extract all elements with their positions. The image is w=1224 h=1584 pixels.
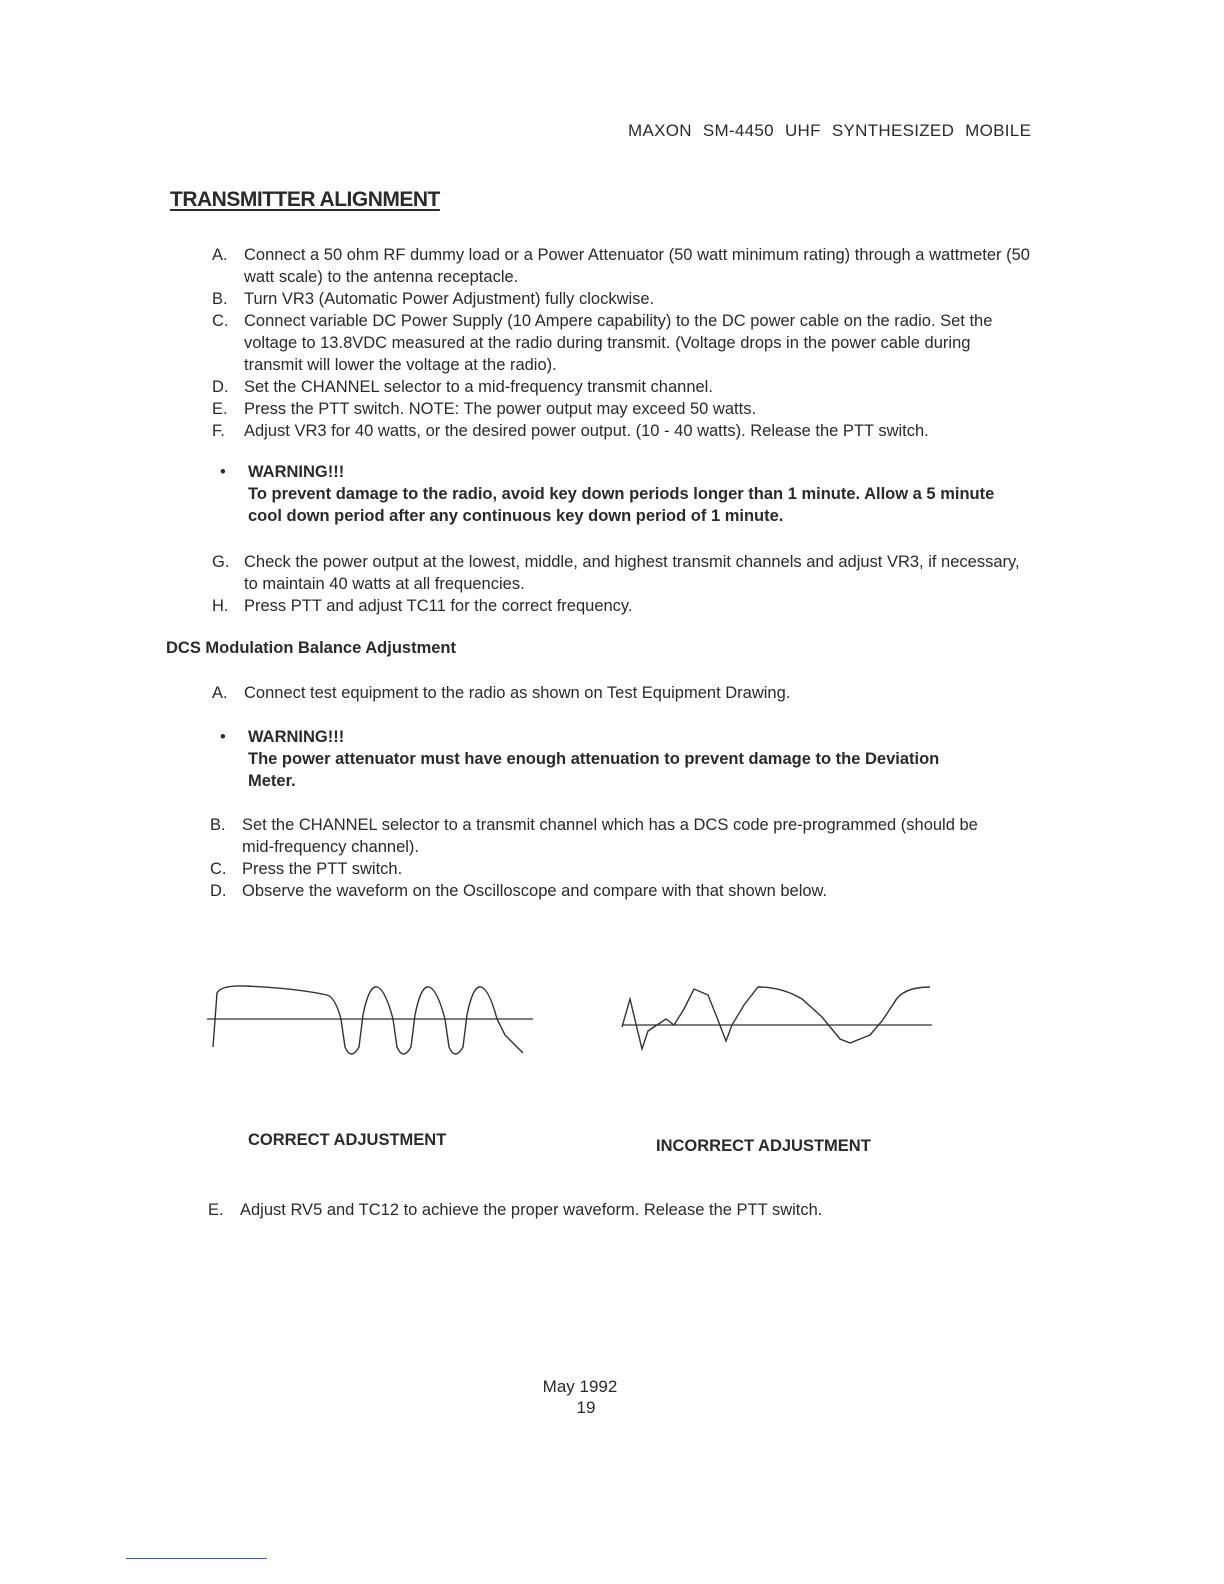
dcs-step-a [212,682,1032,704]
footer-date: May 1992 [542,1377,618,1396]
alignment-steps-2 [212,551,1032,617]
step-text: Adjust RV5 and TC12 to achieve the proper waveform. Release the PTT switch. [240,1201,823,1219]
step-label: G. [212,553,230,571]
step-label: D. [210,882,227,900]
step-label: D. [212,378,229,396]
dcs-steps [210,814,990,902]
step-text: Press the PTT switch. NOTE: The power output may exceed 50 watts. [244,400,757,418]
bullet-icon: • [220,728,226,746]
correct-waveform [213,986,523,1054]
document-header: MAXON SM-4450 UHF SYNTHESIZED MOBILE [628,121,1032,140]
step-label: E. [212,400,228,418]
dcs-step-e-block [208,1199,1028,1221]
step-label: C. [210,860,227,878]
dcs-section-title: DCS Modulation Balance Adjustment [166,639,456,657]
step-g [212,551,1032,595]
step-text: Connect a 50 ohm RF dummy load or a Power Attenuator (50 watt minimum rating) through a wattmeter (50 watt scale) to the antenna receptacle. [244,246,1030,286]
step-label: E. [208,1201,224,1219]
dcs-step-d [210,880,990,902]
step-label: F. [212,422,225,440]
correct-adjustment-caption: CORRECT ADJUSTMENT [248,1131,447,1149]
alignment-steps-1 [212,244,1032,442]
step-text: Press PTT and adjust TC11 for the correct frequency. [244,597,633,615]
step-text: Set the CHANNEL selector to a mid-frequency transmit channel. [244,378,713,396]
dcs-step-a-block [212,682,1032,704]
step-text: Set the CHANNEL selector to a transmit channel which has a DCS code pre-programmed (should be mid-frequency channel). [242,816,978,856]
step-e [212,398,1032,420]
warning-text: To prevent damage to the radio, avoid key down periods longer than 1 minute. Allow a 5 minute cool down period after any continuous key down period of 1 minute. [248,485,995,525]
warning-block-2 [220,726,940,792]
step-label: A. [212,246,228,264]
incorrect-waveform-figure [612,975,942,1065]
step-text: Adjust VR3 for 40 watts, or the desired power output. (10 - 40 watts). Release the PTT switch. [244,422,929,440]
footnote-rule [126,1558,267,1559]
dcs-step-e [208,1199,1028,1221]
step-h [212,595,1032,617]
step-text: Turn VR3 (Automatic Power Adjustment) fully clockwise. [244,290,655,308]
warning-text: The power attenuator must have enough attenuation to prevent damage to the Deviation Meter. [248,750,940,790]
step-label: A. [212,684,228,702]
step-text: Connect test equipment to the radio as shown on Test Equipment Drawing. [244,684,791,702]
step-text: Press the PTT switch. [242,860,403,878]
step-text: Connect variable DC Power Supply (10 Ampere capability) to the DC power cable on the radio. Set the voltage to 13.8VDC measured at the radio during transmit. (Voltage drops in the power cable during transmit will lower the voltage at the radio). [244,312,993,374]
warning-title: WARNING!!! [248,463,345,481]
step-d [212,376,1032,398]
step-text: Observe the waveform on the Oscilloscope and compare with that shown below. [242,882,828,900]
incorrect-adjustment-caption: INCORRECT ADJUSTMENT [656,1137,871,1155]
bullet-icon: • [220,463,226,481]
step-a [212,244,1032,288]
step-text: Check the power output at the lowest, middle, and highest transmit channels and adjust VR3, if necessary, to maintain 40 watts at all frequencies. [244,553,1020,593]
dcs-step-b [210,814,990,858]
step-label: C. [212,312,229,330]
warning-block-1 [220,461,1020,527]
step-f [212,420,1032,442]
step-b [212,288,1032,310]
section-title: TRANSMITTER ALIGNMENT [170,188,440,211]
warning-title: WARNING!!! [248,728,345,746]
correct-waveform-figure [205,975,535,1065]
step-label: B. [210,816,226,834]
dcs-step-c [210,858,990,880]
step-c [212,310,1032,376]
page-number: 19 [576,1398,596,1417]
step-label: B. [212,290,228,308]
incorrect-waveform [622,987,930,1049]
step-label: H. [212,597,229,615]
